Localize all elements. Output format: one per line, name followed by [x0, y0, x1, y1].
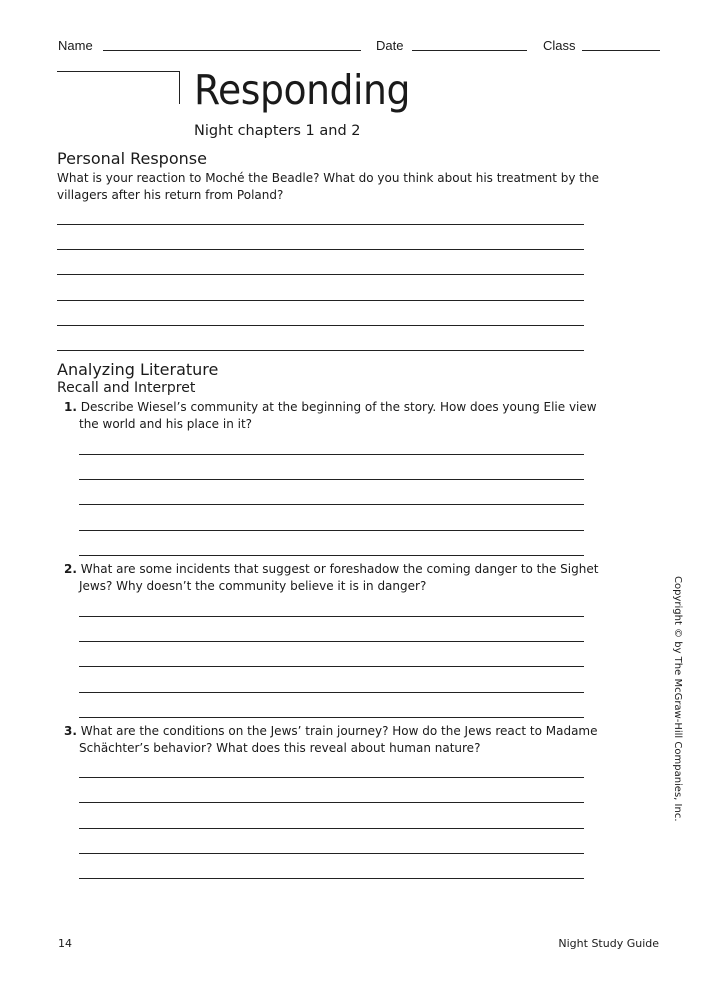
question-3-line2: Schächter’s behavior? What does this reveal about human nature? — [79, 741, 481, 755]
answer-line[interactable] — [79, 616, 584, 617]
recall-interpret-subheading: Recall and Interpret — [57, 380, 196, 396]
name-label: Name — [58, 38, 93, 53]
answer-line[interactable] — [57, 274, 584, 275]
page-title: Responding — [194, 66, 410, 114]
answer-line[interactable] — [79, 777, 584, 778]
date-field-line[interactable] — [412, 50, 527, 51]
guide-title: Night Study Guide — [558, 937, 659, 950]
personal-response-prompt-line1: What is your reaction to Moché the Beadle? What do you think about his treatment by the — [57, 171, 599, 185]
answer-line[interactable] — [57, 350, 584, 351]
answer-line[interactable] — [79, 878, 584, 879]
page-subtitle: Night chapters 1 and 2 — [194, 123, 361, 139]
title-bracket — [57, 71, 180, 104]
answer-line[interactable] — [79, 802, 584, 803]
question-1-line2: the world and his place in it? — [79, 417, 253, 431]
copyright-notice: Copyright © by The McGraw-Hill Companies, Inc. — [672, 576, 683, 822]
answer-line[interactable] — [79, 555, 584, 556]
question-number: 1. — [64, 400, 77, 414]
answer-line[interactable] — [79, 479, 584, 480]
answer-line[interactable] — [57, 224, 584, 225]
answer-line[interactable] — [79, 692, 584, 693]
question-number: 2. — [64, 562, 77, 576]
personal-response-heading: Personal Response — [57, 149, 207, 168]
personal-response-prompt-line2: villagers after his return from Poland? — [57, 188, 284, 202]
answer-line[interactable] — [57, 325, 584, 326]
question-2-line2: Jews? Why doesn’t the community believe it is in danger? — [79, 579, 427, 593]
answer-line[interactable] — [79, 666, 584, 667]
question-text: Describe Wiesel’s community at the beginning of the story. How does young Elie view — [80, 400, 597, 414]
date-label: Date — [376, 38, 404, 53]
answer-line[interactable] — [79, 504, 584, 505]
page-number: 14 — [58, 937, 72, 950]
name-field-line[interactable] — [103, 50, 361, 51]
question-3 — [64, 722, 598, 740]
answer-line[interactable] — [79, 530, 584, 531]
question-number: 3. — [64, 724, 77, 738]
analyzing-literature-heading: Analyzing Literature — [57, 360, 219, 379]
question-1 — [64, 398, 597, 416]
question-text: What are some incidents that suggest or foreshadow the coming danger to the Sighet — [80, 562, 599, 576]
class-field-line[interactable] — [582, 50, 660, 51]
answer-line[interactable] — [79, 454, 584, 455]
class-label: Class — [543, 38, 576, 53]
answer-line[interactable] — [79, 641, 584, 642]
answer-line[interactable] — [57, 300, 584, 301]
question-2 — [64, 560, 598, 578]
question-text: What are the conditions on the Jews’ train journey? How do the Jews react to Madame — [80, 724, 598, 738]
answer-line[interactable] — [79, 828, 584, 829]
answer-line[interactable] — [79, 717, 584, 718]
answer-line[interactable] — [57, 249, 584, 250]
answer-line[interactable] — [79, 853, 584, 854]
